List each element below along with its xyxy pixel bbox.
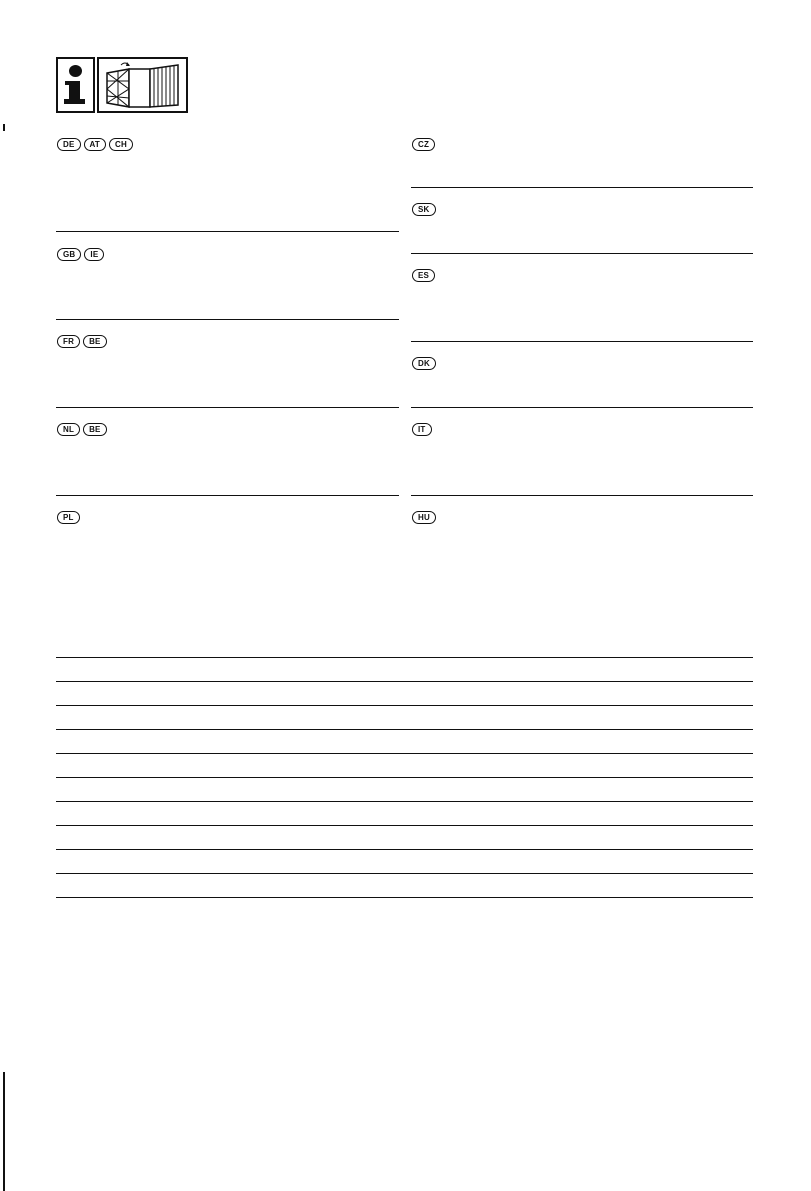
crop-mark-bottom: [3, 1072, 5, 1191]
right-divider-2: [411, 253, 753, 254]
table-rule: [56, 753, 753, 754]
country-badge-es: ES: [412, 269, 435, 282]
right-divider-1: [411, 187, 753, 188]
country-badge-hu: HU: [412, 511, 436, 524]
country-badge-fr: FR: [57, 335, 80, 348]
country-badge-dk: DK: [412, 357, 436, 370]
table-rule: [56, 729, 753, 730]
right-divider-3: [411, 341, 753, 342]
fold-out-manual-drawing: [99, 59, 186, 111]
right-divider-5: [411, 495, 753, 496]
section-it: [412, 423, 432, 436]
country-badge-ie: IE: [84, 248, 104, 261]
right-divider-4: [411, 407, 753, 408]
country-badge-at: AT: [84, 138, 106, 151]
info-i-icon: [56, 57, 95, 113]
section-hu: [412, 511, 436, 524]
header-icons: [56, 57, 188, 113]
table-rule: [56, 657, 753, 658]
section-es: [412, 269, 435, 282]
table-rule: [56, 777, 753, 778]
section-nl-be: [57, 423, 107, 436]
section-cz: [412, 138, 435, 151]
left-divider-1: [56, 231, 399, 232]
table-rule: [56, 825, 753, 826]
left-divider-3: [56, 407, 399, 408]
table-rule: [56, 873, 753, 874]
country-badge-pl: PL: [57, 511, 80, 524]
country-badge-cz: CZ: [412, 138, 435, 151]
table-rule: [56, 705, 753, 706]
crop-mark-top: [3, 124, 5, 131]
country-badge-sk: SK: [412, 203, 436, 216]
table-rule: [56, 849, 753, 850]
section-gb-ie: [57, 248, 104, 261]
fold-out-manual-icon: [97, 57, 188, 113]
country-badge-it: IT: [412, 423, 432, 436]
left-divider-4: [56, 495, 399, 496]
table-rule: [56, 897, 753, 898]
section-sk: [412, 203, 436, 216]
country-badge-gb: GB: [57, 248, 81, 261]
section-de-at-ch: [57, 138, 133, 151]
section-pl: [57, 511, 80, 524]
country-badge-nl: NL: [57, 423, 80, 436]
country-badge-be-2: BE: [83, 423, 107, 436]
country-badge-de: DE: [57, 138, 81, 151]
section-dk: [412, 357, 436, 370]
country-badge-be: BE: [83, 335, 107, 348]
left-divider-2: [56, 319, 399, 320]
country-badge-ch: CH: [109, 138, 133, 151]
table-rule: [56, 801, 753, 802]
table-rule: [56, 681, 753, 682]
section-fr-be: [57, 335, 107, 348]
